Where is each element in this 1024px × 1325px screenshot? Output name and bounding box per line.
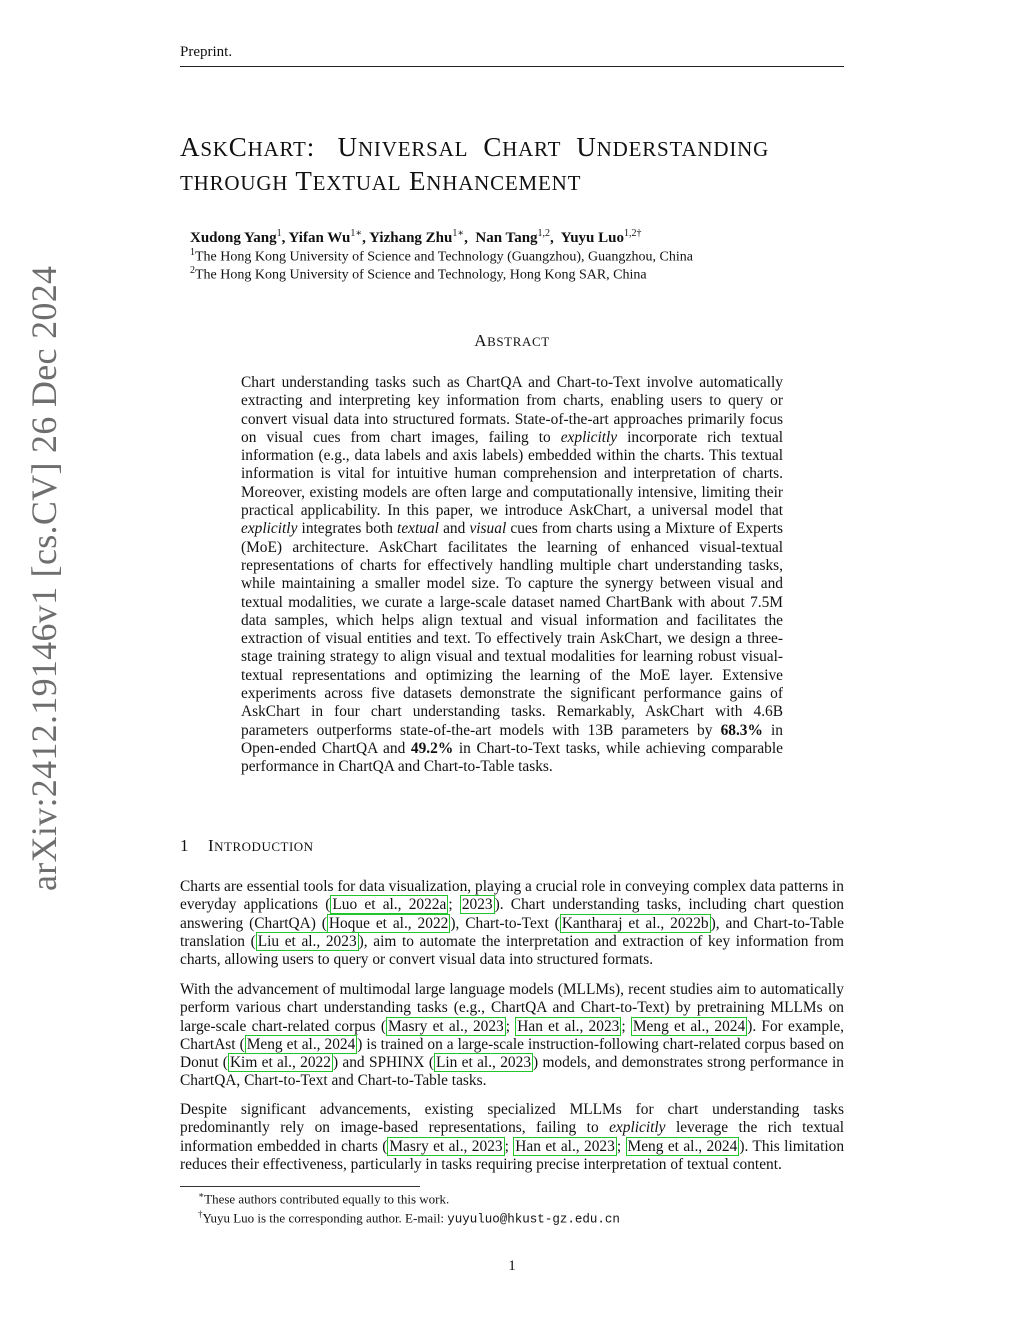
citation-link[interactable]: Meng et al., 2024: [246, 1035, 356, 1053]
citation-link[interactable]: Meng et al., 2024: [627, 1137, 738, 1155]
intro-paragraph-2: With the advancement of multimodal large language models (MLLMs), recent studies aim to automatically perform various chart understanding tasks (e.g., ChartQA and Chart-to-Text) by pretraining MLLMs on large-scale chart-related corpus ( Masry et al., 2023 ; Han et al., 2023 ; Meng et al., 2024 ). For example, ChartAst ( Meng et al., 2024 ) is trained on a large-scale instruction-following chart-related corpus based on Donut ( Kim et al., 2022 ) and SPHINX ( Lin et al., 2023 ) models, and demonstrates strong performance in ChartQA, Chart-to-Text and Chart-to-Table tasks.: [180, 981, 845, 1090]
citation-link[interactable]: Masry et al., 2023: [388, 1017, 504, 1035]
citation-link[interactable]: Lin et al., 2023: [435, 1054, 532, 1072]
page-number: 1: [508, 1258, 516, 1274]
paper-title-line-1: ASKCHART: UNIVERSAL CHART UNDERSTANDING: [180, 132, 770, 162]
header-rule: [180, 66, 844, 67]
affiliation-2: $^2$The Hong Kong University of Science and Technology, Hong Kong SAR, China: [190, 265, 647, 283]
citation-link[interactable]: Kim et al., 2022: [229, 1054, 331, 1072]
arxiv-identifier: arXiv:2412.19146v1 [cs.CV] 26 Dec 2024: [24, 265, 64, 891]
email-link[interactable]: yuyuluo@hkust-gz.edu.cn: [447, 1212, 620, 1227]
intro-paragraph-1: Charts are essential tools for data visualization, playing a crucial role in conveying complex data patterns in everyday applications ( Luo et al., 2022a ; 2023 ). Chart understanding tasks, including chart question answering (ChartQA) ( Hoque et al., 2022 ), Chart-to-Text ( Kantharaj et al., 2022b ), and Chart-to-Table translation ( Liu et al., 2023 ), aim to automate the interpretation and extraction of key information from charts, allowing users to query or convert visual data into structured formats.: [180, 878, 845, 969]
section-heading-introduction: 1 INTRODUCTION: [180, 836, 314, 855]
paper-title-line-2: THROUGH TEXTUAL ENHANCEMENT: [180, 166, 582, 196]
citation-link[interactable]: Liu et al., 2023: [257, 932, 357, 950]
running-header: Preprint.: [180, 44, 233, 60]
footnote-corresponding-author: †Yuyu Luo is the corresponding author. E-mail: yuyuluo@hkust-gz.edu.cn: [198, 1209, 620, 1227]
intro-paragraph-3: Despite significant advancements, existing specialized MLLMs for chart understanding tasks predominantly rely on image-based representations, failing to explicitly leverage the rich textual information embedded in charts ( Masry et al., 2023 ; Han et al., 2023 ; Meng et al., 2024 ). This limitation reduces their effectiveness, particularly in tasks requiring precise interpretation of textual content.: [180, 1101, 845, 1173]
footnote-rule: [180, 1186, 420, 1187]
citation-link[interactable]: Han et al., 2023: [517, 1017, 620, 1035]
author-list: Xudong Yang$^1$, Yifan $Wu^{1∗}$, Yizhang Zhu$^{1∗}$, Nan Tang$^{1,2}$, Yuyu Luo$^{1,2\dagger}$: [190, 228, 642, 246]
abstract-heading: ABSTRACT: [474, 331, 550, 350]
citation-link[interactable]: Han et al., 2023: [515, 1137, 615, 1155]
footnote-equal-contribution: ∗These authors contributed equally to this work.: [198, 1190, 450, 1207]
citation-link[interactable]: Luo et al., 2022a: [332, 896, 447, 914]
citation-link[interactable]: Masry et al., 2023: [389, 1137, 503, 1155]
abstract-text: Chart understanding tasks such as ChartQA and Chart-to-Text involve automatically extracting and interpreting key information from charts, enabling users to query or convert visual data into structured formats. State-of-the-art approaches primarily focus on visual cues from chart images, failing to explicitly incorporate rich textual information (e.g., data labels and axis labels) embedded within the charts. This textual information is vital for intuitive human comprehension and interpretation of charts. Moreover, existing models are often large and computationally intensive, limiting their practical applicability. In this paper, we introduce AskChart, a universal model that explicitly integrates both textual and visual cues from charts using a Mixture of Experts (MoE) architecture. AskChart facilitates the learning of enhanced visual-textual representations of charts for effectively handling multiple chart understanding tasks, while maintaining a smaller model size. To capture the synergy between visual and textual modalities, we curate a large-scale dataset named ChartBank with about 7.5M data samples, which helps align textual and visual information and facilitates the extraction of visual entities and text. To effectively train AskChart, we design a three-stage training strategy to align visual and textual modalities for learning robust visual-textual representations and optimizing the learning of the MoE layer. Extensive experiments across five datasets demonstrate the significant performance gains of AskChart in four chart understanding tasks. Remarkably, AskChart with 4.6B parameters outperforms state-of-the-art models with 13B parameters by 68.3% in Open-ended ChartQA and 49.2% in Chart-to-Text tasks, while achieving comparable performance in ChartQA and Chart-to-Table tasks.: [241, 374, 783, 776]
citation-link[interactable]: Hoque et al., 2022: [328, 914, 449, 932]
affiliation-1: $^1$The Hong Kong University of Science and Technology (Guangzhou), Guangzhou, China: [190, 247, 693, 265]
citation-link[interactable]: 2023: [461, 896, 493, 914]
citation-link[interactable]: Kantharaj et al., 2022b: [561, 914, 709, 932]
citation-link[interactable]: Meng et al., 2024: [632, 1017, 746, 1035]
